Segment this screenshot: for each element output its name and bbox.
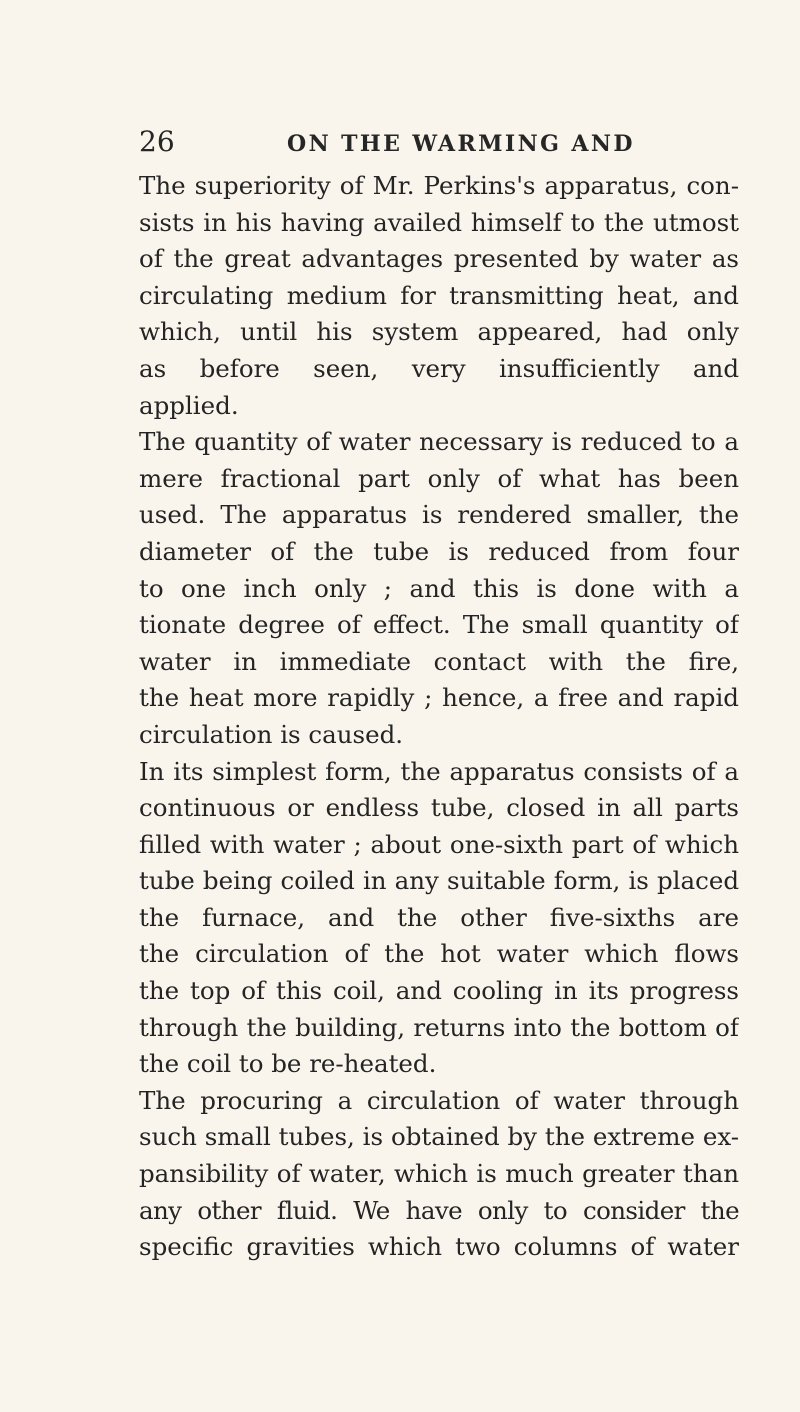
text-line: the heat more rapidly ; hence, a free and rapid <box>139 683 739 713</box>
text-line: the coil to be re-heated. <box>139 1049 437 1079</box>
text-line: mere fractional part only of what has been <box>139 463 739 493</box>
text-line: In its simplest form, the apparatus consists of a <box>139 756 739 786</box>
text-line: The superiority of Mr. Perkins's apparatus, con- <box>139 171 739 200</box>
text-line: to one inch only ; and this is done with a <box>139 573 739 603</box>
text-line: The procuring a circulation of water through <box>139 1085 739 1115</box>
text-line: the circulation of the hot water which flows <box>139 939 739 969</box>
paragraph-3 <box>139 754 739 1083</box>
text-line: circulation is caused. <box>139 719 404 749</box>
text-line: the furnace, and the other five-sixths are <box>139 902 739 932</box>
text-line: such small tubes, is obtained by the extreme ex- <box>139 1122 739 1152</box>
text-line: The quantity of water necessary is reduced to a <box>139 427 739 457</box>
text-line: of the great advantages presented by water as <box>139 244 739 274</box>
text-line: tionate degree of effect. The small quantity of <box>139 610 739 640</box>
text-line: filled with water ; about one-sixth part of which <box>139 829 739 859</box>
paragraph-4 <box>139 1083 739 1266</box>
body-text <box>139 168 739 1266</box>
text-line: circulating medium for transmitting heat, and <box>139 280 739 310</box>
text-line: sists in his having availed himself to the utmost <box>139 207 739 237</box>
text-line: diameter of the tube is reduced from four <box>139 536 739 566</box>
text-line: pansibility of water, which is much greater than <box>139 1159 739 1189</box>
text-line: any other fluid. We have only to consider the <box>139 1195 739 1225</box>
text-line: tube being coiled in any suitable form, is placed <box>139 866 739 896</box>
text-line: which, until his system appeared, had only <box>139 317 739 347</box>
text-line: the top of this coil, and cooling in its progress <box>139 976 739 1006</box>
page-number: 26 <box>139 125 175 158</box>
paragraph-1 <box>139 168 739 424</box>
text-line: used. The apparatus is rendered smaller, the <box>139 500 739 530</box>
paragraph-2 <box>139 424 739 753</box>
text-line: applied. <box>139 390 239 420</box>
text-line: continuous or endless tube, closed in all parts <box>139 793 739 823</box>
text-line: specific gravities which two columns of water <box>139 1232 739 1262</box>
page-header <box>139 122 739 162</box>
text-line: as before seen, very insufficiently and <box>139 353 739 383</box>
text-line: water in immediate contact with the fire, <box>139 646 739 676</box>
text-line: through the building, returns into the bottom of <box>139 1012 739 1042</box>
running-head: ON THE WARMING AND <box>287 131 635 157</box>
